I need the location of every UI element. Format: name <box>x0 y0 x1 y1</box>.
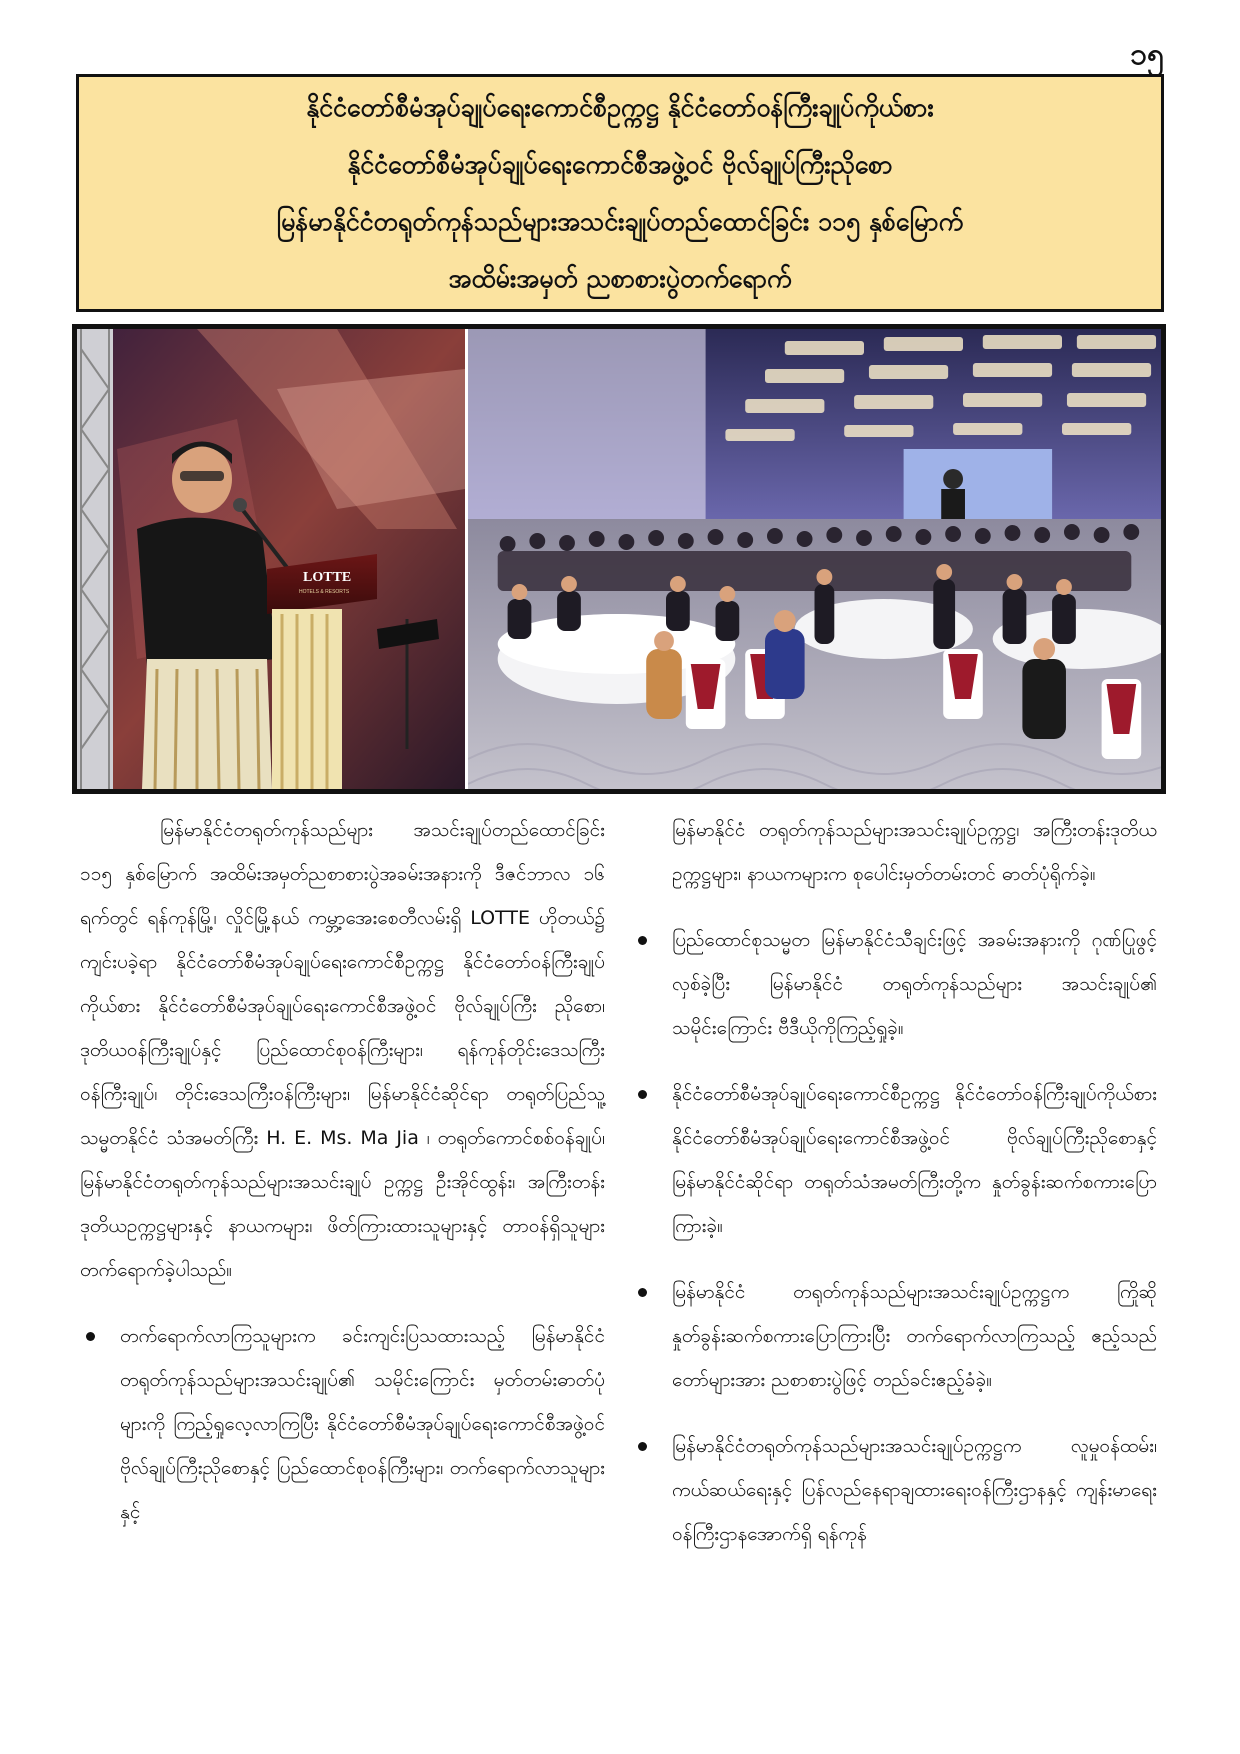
headline-line-2: နိုင်ငံတော်စီမံအုပ်ချုပ်ရေးကောင်စီအဖွဲ့ဝင် ဗိုလ်ချုပ်ကြီးညိုစော <box>347 150 893 179</box>
bullet-continuation: မြန်မာနိုင်ငံ တရုတ်ကုန်သည်များအသင်းချုပ်ဥက္ကဋ္ဌ၊ အကြီးတန်းဒုတိယဥက္ကဋ္ဌများ၊ နာယကများက စုပေါင်းမှတ်တမ်းတင် ဓာတ်ပုံရိုက်ခဲ့။ <box>672 819 1157 885</box>
bullet-list-left <box>80 1314 605 1534</box>
headline-line-4: အထိမ်းအမှတ် ညစာစားပွဲတက်ရောက် <box>448 264 792 293</box>
podium-logo-subtext: HOTELS & RESORTS <box>299 589 350 595</box>
page-number: ၁၅ <box>1130 37 1164 72</box>
banquet-photo-illustration <box>468 329 1161 789</box>
headline-box <box>76 74 1164 312</box>
article-column-left <box>80 808 605 1556</box>
article-column-right <box>632 808 1157 1578</box>
news-photo-collage <box>72 324 1166 794</box>
podium-logo-text: LOTTE <box>303 570 352 585</box>
headline-line-1: နိုင်ငံတော်စီမံအုပ်ချုပ်ရေးကောင်စီဥက္ကဋ္ဌ နိုင်ငံတော်ဝန်ကြီးချုပ်ကိုယ်စား <box>306 93 934 122</box>
intro-paragraph: မြန်မာနိုင်ငံတရုတ်ကုန်သည်များ အသင်းချုပ်တည်ထောင်ခြင်း ၁၁၅ နှစ်မြောက် အထိမ်းအမှတ်ညစာစားပွဲအခမ်းအနားကို ဒီဇင်ဘာလ ၁၆ ရက်တွင် ရန်ကုန်မြို့၊ လှိုင်မြို့နယ် ကမ္ဘာ့အေးစေတီလမ်းရှိ LOTTE ဟိုတယ်၌ ကျင်းပခဲ့ရာ နိုင်ငံတော်စီမံအုပ်ချုပ်ရေးကောင်စီဥက္ကဋ္ဌ နိုင်ငံတော်ဝန်ကြီးချုပ်ကိုယ်စား နိုင်ငံတော်စီမံအုပ်ချုပ်ရေးကောင်စီအဖွဲ့ဝင် ဗိုလ်ချုပ်ကြီး ညိုစော၊ ဒုတိယဝန်ကြီးချုပ်နှင့် ပြည်ထောင်စုဝန်ကြီးများ၊ ရန်ကုန်တိုင်းဒေသကြီးဝန်ကြီးချုပ်၊ တိုင်းဒေသကြီးဝန်ကြီးများ၊ မြန်မာနိုင်ငံဆိုင်ရာ တရုတ်ပြည်သူ့သမ္မတနိုင်ငံ သံအမတ်ကြီး H. E. Ms. Ma Jia ၊ တရုတ်ကောင်စစ်ဝန်ချုပ်၊ မြန်မာနိုင်ငံတရုတ်ကုန်သည်များအသင်းချုပ် ဥက္ကဋ္ဌ ဦးအိုင်ထွန်း၊ အကြီးတန်း ဒုတိယဥက္ကဋ္ဌများနှင့် နာယကများ၊ ဖိတ်ကြားထားသူများနှင့် တာဝန်ရှိသူများ တက်ရောက်ခဲ့ပါသည်။ <box>80 819 605 1281</box>
bullet-item: နိုင်ငံတော်စီမံအုပ်ချုပ်ရေးကောင်စီဥက္ကဋ္ဌ နိုင်ငံတော်ဝန်ကြီးချုပ်ကိုယ်စား နိုင်ငံတော်စီမံအုပ်ချုပ်ရေးကောင်စီအဖွဲ့ဝင် ဗိုလ်ချုပ်ကြီးညိုစောနှင့် မြန်မာနိုင်ငံဆိုင်ရာ တရုတ်သံအမတ်ကြီးတို့က နှုတ်ခွန်းဆက်စကားပြောကြားခဲ့။ <box>632 1072 1157 1248</box>
bullet-item: ပြည်ထောင်စုသမ္မတ မြန်မာနိုင်ငံသီချင်းဖြင့် အခမ်းအနားကို ဂုဏ်ပြုဖွင့်လှစ်ခဲ့ပြီး မြန်မာနိုင်ငံ တရုတ်ကုန်သည်များ အသင်းချုပ်၏ သမိုင်းကြောင်း ဗီဒီယိုကိုကြည့်ရှုခဲ့။ <box>632 918 1157 1050</box>
bullet-item: မြန်မာနိုင်ငံတရုတ်ကုန်သည်များအသင်းချုပ်ဥက္ကဋ္ဌက လူမှုဝန်ထမ်း၊ ကယ်ဆယ်ရေးနှင့် ပြန်လည်နေရာချထားရေးဝန်ကြီးဌာနနှင့် ကျန်းမာရေးဝန်ကြီးဌာနအောက်ရှိ ရန်ကုန် <box>632 1424 1157 1556</box>
bullet-item: တက်ရောက်လာကြသူများက ခင်းကျင်းပြသထားသည့် မြန်မာနိုင်ငံတရုတ်ကုန်သည်များအသင်းချုပ်၏ သမိုင်းကြောင်း မှတ်တမ်းဓာတ်ပုံများကို ကြည့်ရှုလေ့လာကြပြီး နိုင်ငံတော်စီမံအုပ်ချုပ်ရေးကောင်စီအဖွဲ့ဝင် ဗိုလ်ချုပ်ကြီးညိုစောနှင့် ပြည်ထောင်စုဝန်ကြီးများ၊ တက်ရောက်လာသူများနှင့် <box>80 1314 605 1534</box>
headline-line-3: မြန်မာနိုင်ငံတရုတ်ကုန်သည်များအသင်းချုပ်တည်ထောင်ခြင်း ၁၁၅ နှစ်မြောက် <box>276 207 964 236</box>
bullet-item: မြန်မာနိုင်ငံ တရုတ်ကုန်သည်များအသင်းချုပ်ဥက္ကဋ္ဌက ကြိုဆိုနှုတ်ခွန်းဆက်စကားပြောကြားပြီး တက်ရောက်လာကြသည့် ဧည့်သည်တော်များအား ညစာစားပွဲဖြင့် တည်ခင်းဧည့်ခံခဲ့။ <box>632 1270 1157 1402</box>
photo-speaker-at-podium <box>77 329 465 789</box>
speaker-photo-illustration <box>77 329 465 789</box>
bullet-list-right <box>632 918 1157 1556</box>
photo-banquet-hall <box>465 329 1161 789</box>
